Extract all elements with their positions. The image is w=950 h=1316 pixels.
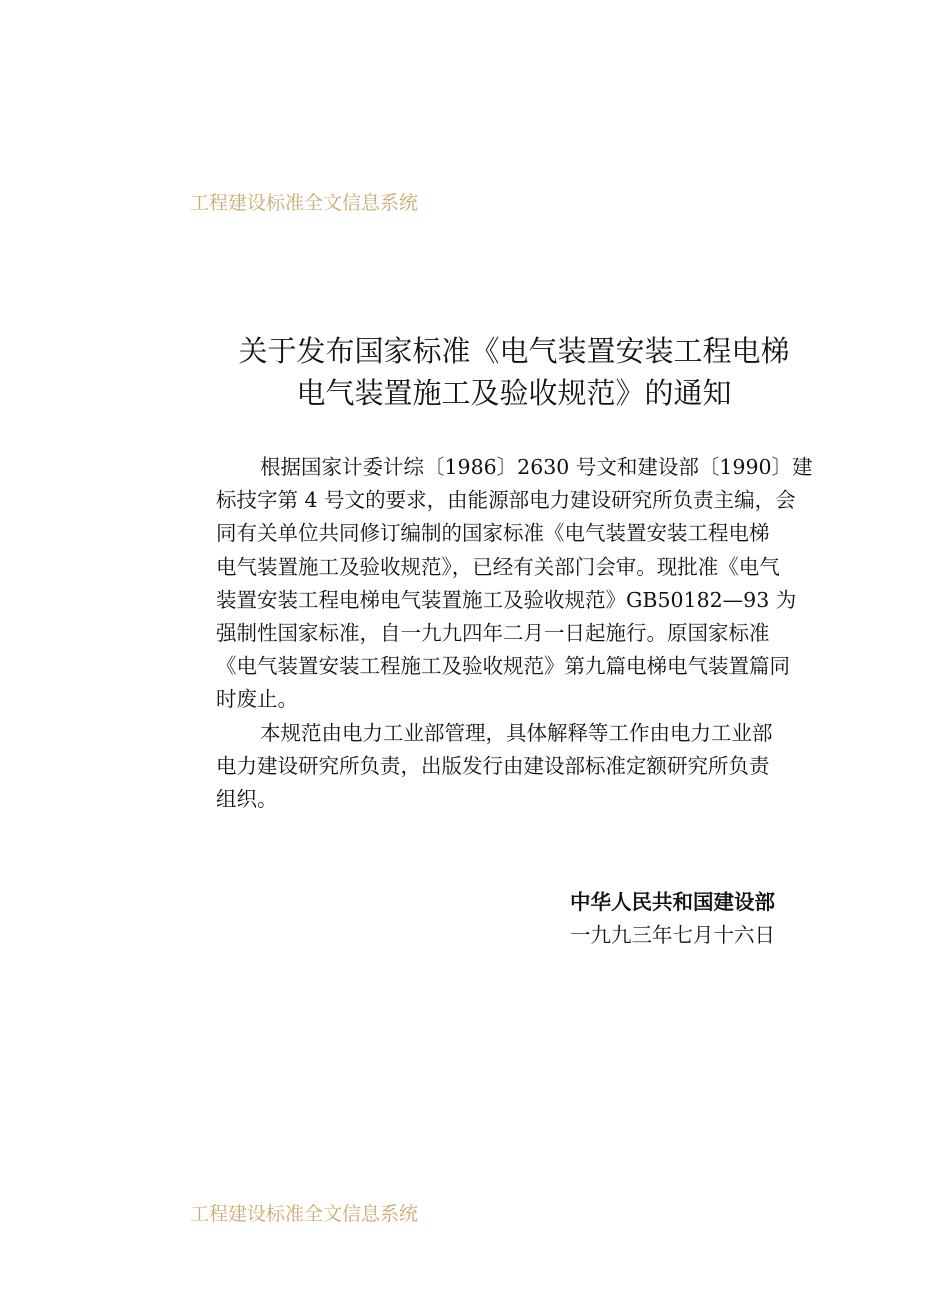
- paragraph-line: 强制性国家标准，自一九九四年二月一日起施行。原国家标准: [216, 621, 770, 646]
- title-line-2: 电气装置施工及验收规范》的通知: [296, 376, 732, 410]
- paragraph-line: 电力建设研究所负责，出版发行由建设部标准定额研究所负责: [216, 753, 770, 778]
- paragraph-line: 时废止。: [216, 687, 298, 712]
- paragraph-line: 同有关单位共同修订编制的国家标准《电气装置安装工程电梯: [216, 521, 770, 546]
- notice-body: [216, 451, 816, 816]
- watermark-footer: 工程建设标准全文信息系统: [190, 1203, 419, 1225]
- issuing-organization: 中华人民共和国建设部: [570, 890, 775, 914]
- paragraph-line: 根据国家计委计综〔1986〕2630 号文和建设部〔1990〕建: [260, 455, 813, 479]
- paragraph-line: 本规范由电力工业部管理，具体解释等工作由电力工业部: [260, 720, 773, 745]
- watermark-header: 工程建设标准全文信息系统: [190, 192, 419, 214]
- signature-block: [570, 886, 775, 952]
- paragraph-line: 组织。: [216, 787, 278, 812]
- paragraph-line: 装置安装工程电梯电气装置施工及验收规范》GB50182—93 为: [216, 587, 797, 612]
- paragraph-line: 标技字第 4 号文的要求，由能源部电力建设研究所负责主编，会: [216, 488, 796, 513]
- issue-date: 一九九三年七月十六日: [570, 923, 775, 947]
- paragraph-line: 电气装置施工及验收规范》，已经有关部门会审。现批准《电气: [216, 554, 780, 579]
- title-line-1: 关于发布国家标准《电气装置安装工程电梯: [238, 334, 790, 368]
- paragraph-line: 《电气装置安装工程施工及验收规范》第九篇电梯电气装置篇同: [216, 654, 790, 679]
- notice-title: [0, 330, 950, 414]
- paragraph-management: [216, 717, 816, 817]
- paragraph-approval: [216, 451, 816, 717]
